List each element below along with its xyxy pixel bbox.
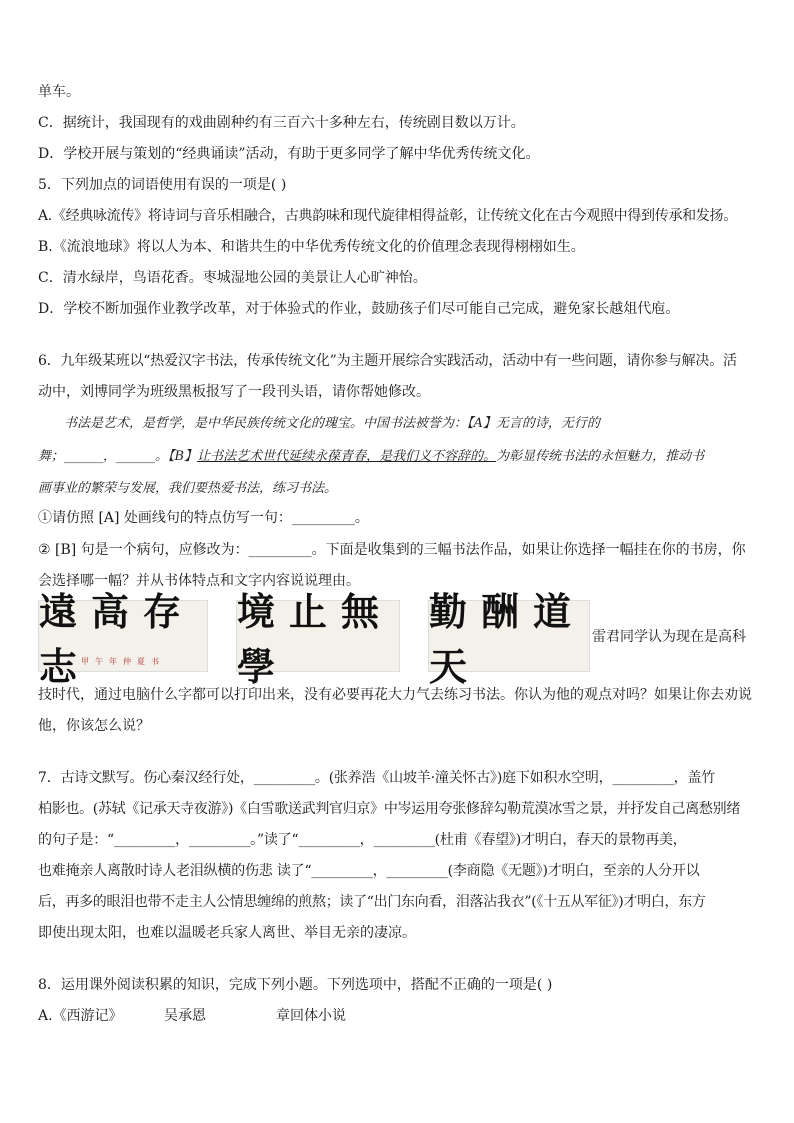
q5-option-a: A.《经典咏流传》将诗词与音乐相融合，古典韵味和现代旋律相得益彰，让传统文化在古今观照中得到传承和发扬。 bbox=[38, 208, 737, 224]
text-line: 单车。 bbox=[38, 84, 80, 100]
question-7-line-3: 的句子是：“_________，_________。”读了“_________，_________(杜甫《春望》)才明白，春天的景物再美， bbox=[38, 832, 687, 848]
q8-option-a-book: A.《西游记》 bbox=[38, 1008, 123, 1024]
q8-option-a-author: 吴承恩 bbox=[164, 1008, 206, 1024]
handwritten-line-1: 书法是艺术，是哲学，是中华民族传统文化的瑰宝。中国书法被誉为：【A】无言的诗，无行的 bbox=[64, 416, 600, 431]
q6-sub-3-start: 雷君同学认为现在是高科 bbox=[592, 629, 746, 645]
q6-sub-1: ①请仿照 [A] 处画线句的特点仿写一句：_________。 bbox=[38, 510, 369, 526]
question-5: 5．下列加点的词语使用有误的一项是( ) bbox=[38, 177, 287, 193]
calligraphy-seal-1: 甲午年仲夏书 bbox=[81, 657, 165, 666]
handwritten-line-3: 画事业的繁荣与发展，我们要热爱书法，练习书法。 bbox=[38, 481, 338, 496]
question-8: 8．运用课外阅读积累的知识，完成下列小题。下列选项中，搭配不正确的一项是( ) bbox=[38, 977, 553, 993]
question-6-cont: 动中，刘博同学为班级黑板报写了一段刊头语，请你帮她修改。 bbox=[38, 384, 430, 400]
question-7-line-5: 后，再多的眼泪也带不走主人公情思缠绵的煎熬；读了“出门东向看，泪落沾我衣”(《十五从军征》)才明白，东方 bbox=[38, 894, 706, 910]
q8-option-a-genre: 章回体小说 bbox=[276, 1008, 346, 1024]
handwritten-blanks: 舞；______，______。【B】 bbox=[38, 449, 198, 464]
q6-sub-3: 技时代，通过电脑什么字都可以打印出来，没有必要再花大力气去练习书法。你认为他的观点对吗？如果让你去劝说 bbox=[38, 687, 752, 703]
question-7-line-6: 即使出现太阳，也难以温暖老兵家人离世、举目无亲的凄凉。 bbox=[38, 925, 416, 941]
calligraphy-image-2 bbox=[236, 589, 400, 689]
option-c: C．据统计，我国现有的戏曲剧种约有三百六十多种左右，传统剧目数以万计。 bbox=[38, 115, 525, 131]
calligraphy-text-3: 勤酬道天 bbox=[429, 589, 586, 689]
q5-option-b: B.《流浪地球》将以人为本、和谐共生的中华优秀传统文化的价值理念表现得栩栩如生。 bbox=[38, 239, 585, 255]
calligraphy-image-3 bbox=[428, 589, 590, 689]
calligraphy-image-1 bbox=[38, 589, 208, 689]
q6-sub-2: ② [B] 句是一个病句，应修改为：_________。下面是收集到的三幅书法作品，如果让你选择一幅挂在你的书房，你 bbox=[38, 542, 746, 558]
calligraphy-text-1: 遠高存志 bbox=[39, 589, 196, 689]
q5-option-d: D．学校不断加强作业教学改革，对于体验式的作业，鼓励孩子们尽可能自己完成，避免家长越俎代庖。 bbox=[38, 301, 680, 317]
q6-sub-2-cont: 会选择哪一幅？并从书体特点和文字内容说说理由。 bbox=[38, 573, 360, 589]
handwritten-continuation: 为彰显传统书法的永恒魅力，推动书 bbox=[496, 449, 705, 464]
question-6: 6．九年级某班以“热爱汉字书法，传承传统文化”为主题开展综合实践活动，活动中有一些问题，请你参与解决。活 bbox=[38, 353, 737, 369]
option-d: D．学校开展与策划的“经典诵读”活动，有助于更多同学了解中华优秀传统文化。 bbox=[38, 146, 540, 162]
calligraphy-text-2: 境止無學 bbox=[237, 589, 394, 689]
handwritten-underlined-sentence: 让书法艺术世代延续永葆青春，是我们义不容辞的。 bbox=[197, 449, 497, 464]
question-7-line-4: 也难掩亲人离散时诗人老泪纵横的伤悲 读了“_________，_________(李商隐《无题》)才明白，至亲的人分开以 bbox=[38, 863, 700, 879]
question-7-line-2: 柏影也。(苏轼《记承天寺夜游》)《白雪歌送武判官归京》中岑运用夸张修辞勾勒荒漠冰雪之景，并抒发自己离愁别绪 bbox=[38, 801, 741, 817]
question-7: 7．古诗文默写。伤心秦汉经行处，_________。(张养浩《山坡羊·潼关怀古》)庭下如积水空明，_________，盖竹 bbox=[38, 770, 716, 786]
q8-option-a bbox=[38, 1006, 760, 1026]
handwritten-line-2 bbox=[38, 447, 760, 467]
q6-sub-3-cont: 他，你该怎么说？ bbox=[38, 718, 150, 734]
q5-option-c: C．清水绿岸，鸟语花香。枣城湿地公园的美景让人心旷神怡。 bbox=[38, 270, 427, 286]
